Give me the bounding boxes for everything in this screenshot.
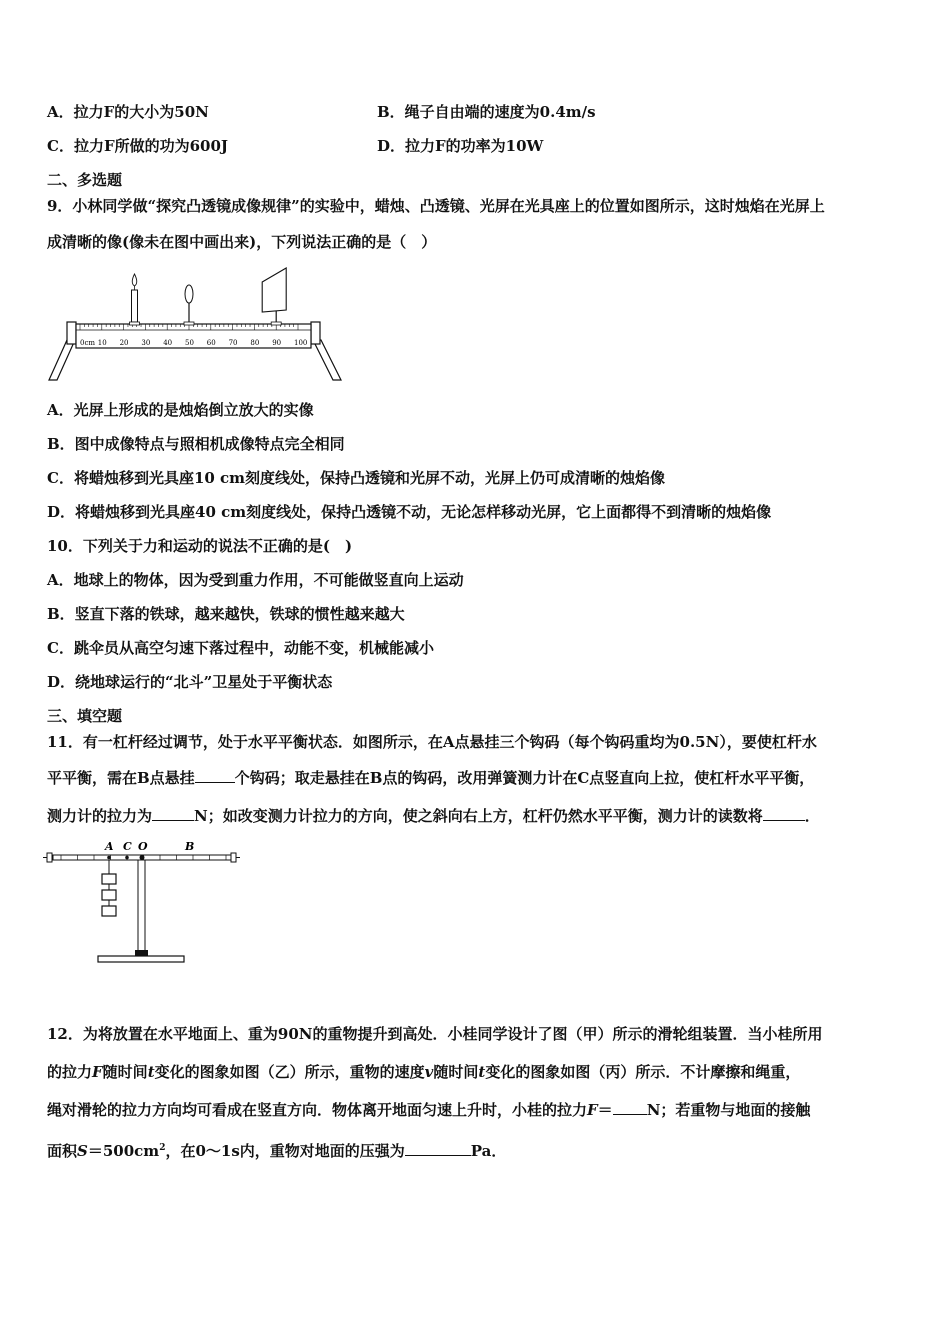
ruler-tick-label: 100 <box>294 339 308 347</box>
q11-blank-2[interactable] <box>152 806 194 821</box>
ruler-tick-label: 40 <box>163 339 173 347</box>
q12-var-t2: t <box>478 1063 486 1081</box>
optical-bench-figure <box>45 262 345 382</box>
q12-line4-c: ，在0～1s内，重物对地面的压强为 <box>165 1142 405 1160</box>
q11-line3-a: 测力计的拉力为 <box>47 807 153 825</box>
q12-var-s: S <box>77 1142 88 1160</box>
hook-weight <box>102 906 116 916</box>
q10-option-d: D．绕地球运行的“北斗”卫星处于平衡状态 <box>47 673 333 691</box>
ruler-tick-label: 80 <box>250 339 260 347</box>
q9-option-a: A．光屏上形成的是烛焰倒立放大的实像 <box>47 401 314 419</box>
q12-var-f: F <box>92 1063 103 1081</box>
q12-line1: 12．为将放置在水平地面上、重为90N的重物提升到高处．小桂同学设计了图（甲）所示的滑轮组装置．当小桂所用 <box>47 1025 823 1043</box>
lever-label-o: O <box>138 840 148 853</box>
lever-label-c: C <box>123 840 132 853</box>
q10-option-a: A．地球上的物体，因为受到重力作用，不可能做竖直向上运动 <box>47 571 464 589</box>
ruler-tick-label: 70 <box>228 339 238 347</box>
ruler-tick-label: 90 <box>272 339 282 347</box>
hook-weight <box>102 874 116 884</box>
q8-option-d: D．拉力F的功率为10W <box>377 137 544 155</box>
ruler-tick-label: 20 <box>119 339 129 347</box>
q11-line3-b: N；如改变测力计拉力的方向，使之斜向右上方，杠杆仍然水平平衡，测力计的读数将 <box>194 807 763 825</box>
q9-option-b: B．图中成像特点与照相机成像特点完全相同 <box>47 435 345 453</box>
ruler-tick-label: 10 <box>97 339 107 347</box>
q12-line3-c: N；若重物与地面的接触 <box>646 1101 811 1119</box>
q11-line3 <box>47 806 820 826</box>
q12-var-t: t <box>147 1063 155 1081</box>
hook-weight <box>102 890 116 900</box>
q12-line4-b: ＝500cm <box>87 1142 160 1160</box>
q11-line2-a: 平平衡，需在B点悬挂 <box>47 769 195 787</box>
ruler-tick-label: 60 <box>206 339 216 347</box>
ruler-tick-label: 50 <box>185 339 194 347</box>
lever-label-b: B <box>185 840 195 853</box>
q11-line2-b: 个钩码；取走悬挂在B点的钩码，改用弹簧测力计在C点竖直向上拉，使杠杆水平平衡， <box>234 769 815 787</box>
q12-line3 <box>47 1100 810 1120</box>
ruler-unit-label: 0cm <box>80 339 96 347</box>
q12-line2-a: 的拉力 <box>47 1063 93 1081</box>
hook-weights <box>102 874 116 916</box>
candle <box>130 274 140 325</box>
q11-blank-3[interactable] <box>763 806 805 821</box>
q12-line2-e: 变化的图象如图（丙）所示．不计摩擦和绳重， <box>485 1063 801 1081</box>
q12-line2 <box>47 1062 800 1082</box>
q12-line3-a: 绳对滑轮的拉力方向均可看成在竖直方向．物体离开地面匀速上升时，小桂的拉力 <box>47 1101 588 1119</box>
q12-var-f2: F <box>587 1101 598 1119</box>
q12-line4 <box>47 1138 506 1161</box>
q10-option-b: B．竖直下落的铁球，越来越快，铁球的惯性越来越大 <box>47 605 405 623</box>
q8-option-a: A．拉力F的大小为50N <box>47 103 209 121</box>
q9-stem-line2: 成清晰的像(像未在图中画出来)，下列说法正确的是（ ） <box>47 233 437 251</box>
q11-line3-c: ． <box>804 807 820 825</box>
light-screen <box>262 268 286 325</box>
section-title-multiple-choice: 二、多选题 <box>47 171 123 189</box>
q11-blank-1[interactable] <box>195 768 235 783</box>
q9-option-d: D．将蜡烛移到光具座40 cm刻度线处，保持凸透镜不动，无论怎样移动光屏，它上面都得不到清晰的烛焰像 <box>47 503 772 521</box>
q12-line3-b: ＝ <box>597 1101 613 1119</box>
q9-option-c: C．将蜡烛移到光具座10 cm刻度线处，保持凸透镜和光屏不动，光屏上仍可成清晰的烛焰像 <box>47 469 666 487</box>
q10-stem: 10．下列关于力和运动的说法不正确的是( ) <box>47 537 353 555</box>
q12-line2-d: 随时间 <box>433 1063 479 1081</box>
section-title-fill-in: 三、填空题 <box>47 707 123 725</box>
q11-line1: 11．有一杠杆经过调节，处于水平平衡状态．如图所示，在A点悬挂三个钩码（每个钩码重均为0.5N），要使杠杆水 <box>47 733 817 751</box>
q12-line2-c: 变化的图象如图（乙）所示，重物的速度 <box>154 1063 425 1081</box>
q12-var-v: v <box>424 1063 434 1081</box>
lever-label-a: A <box>105 840 114 853</box>
q12-line2-b: 随时间 <box>102 1063 148 1081</box>
q12-line4-a: 面积 <box>47 1142 78 1160</box>
q11-line2 <box>47 768 814 788</box>
q12-area-exponent: 2 <box>159 1143 166 1153</box>
q12-blank-2[interactable] <box>405 1141 471 1156</box>
q12-line4-d: Pa． <box>470 1142 507 1160</box>
q8-option-b: B．绳子自由端的速度为0.4m/s <box>377 103 596 121</box>
q9-stem-line1: 9．小林同学做“探究凸透镜成像规律”的实验中，蜡烛、凸透镜、光屏在光具座上的位置如图所示，这时烛焰在光屏上 <box>47 197 825 215</box>
ruler-tick-label: 30 <box>141 339 151 347</box>
q10-option-c: C．跳伞员从高空匀速下落过程中，动能不变，机械能减小 <box>47 639 434 657</box>
q8-option-c: C．拉力F所做的功为600J <box>47 137 228 155</box>
convex-lens <box>184 285 194 325</box>
q12-blank-1[interactable] <box>613 1100 647 1115</box>
lever-figure <box>43 838 243 968</box>
